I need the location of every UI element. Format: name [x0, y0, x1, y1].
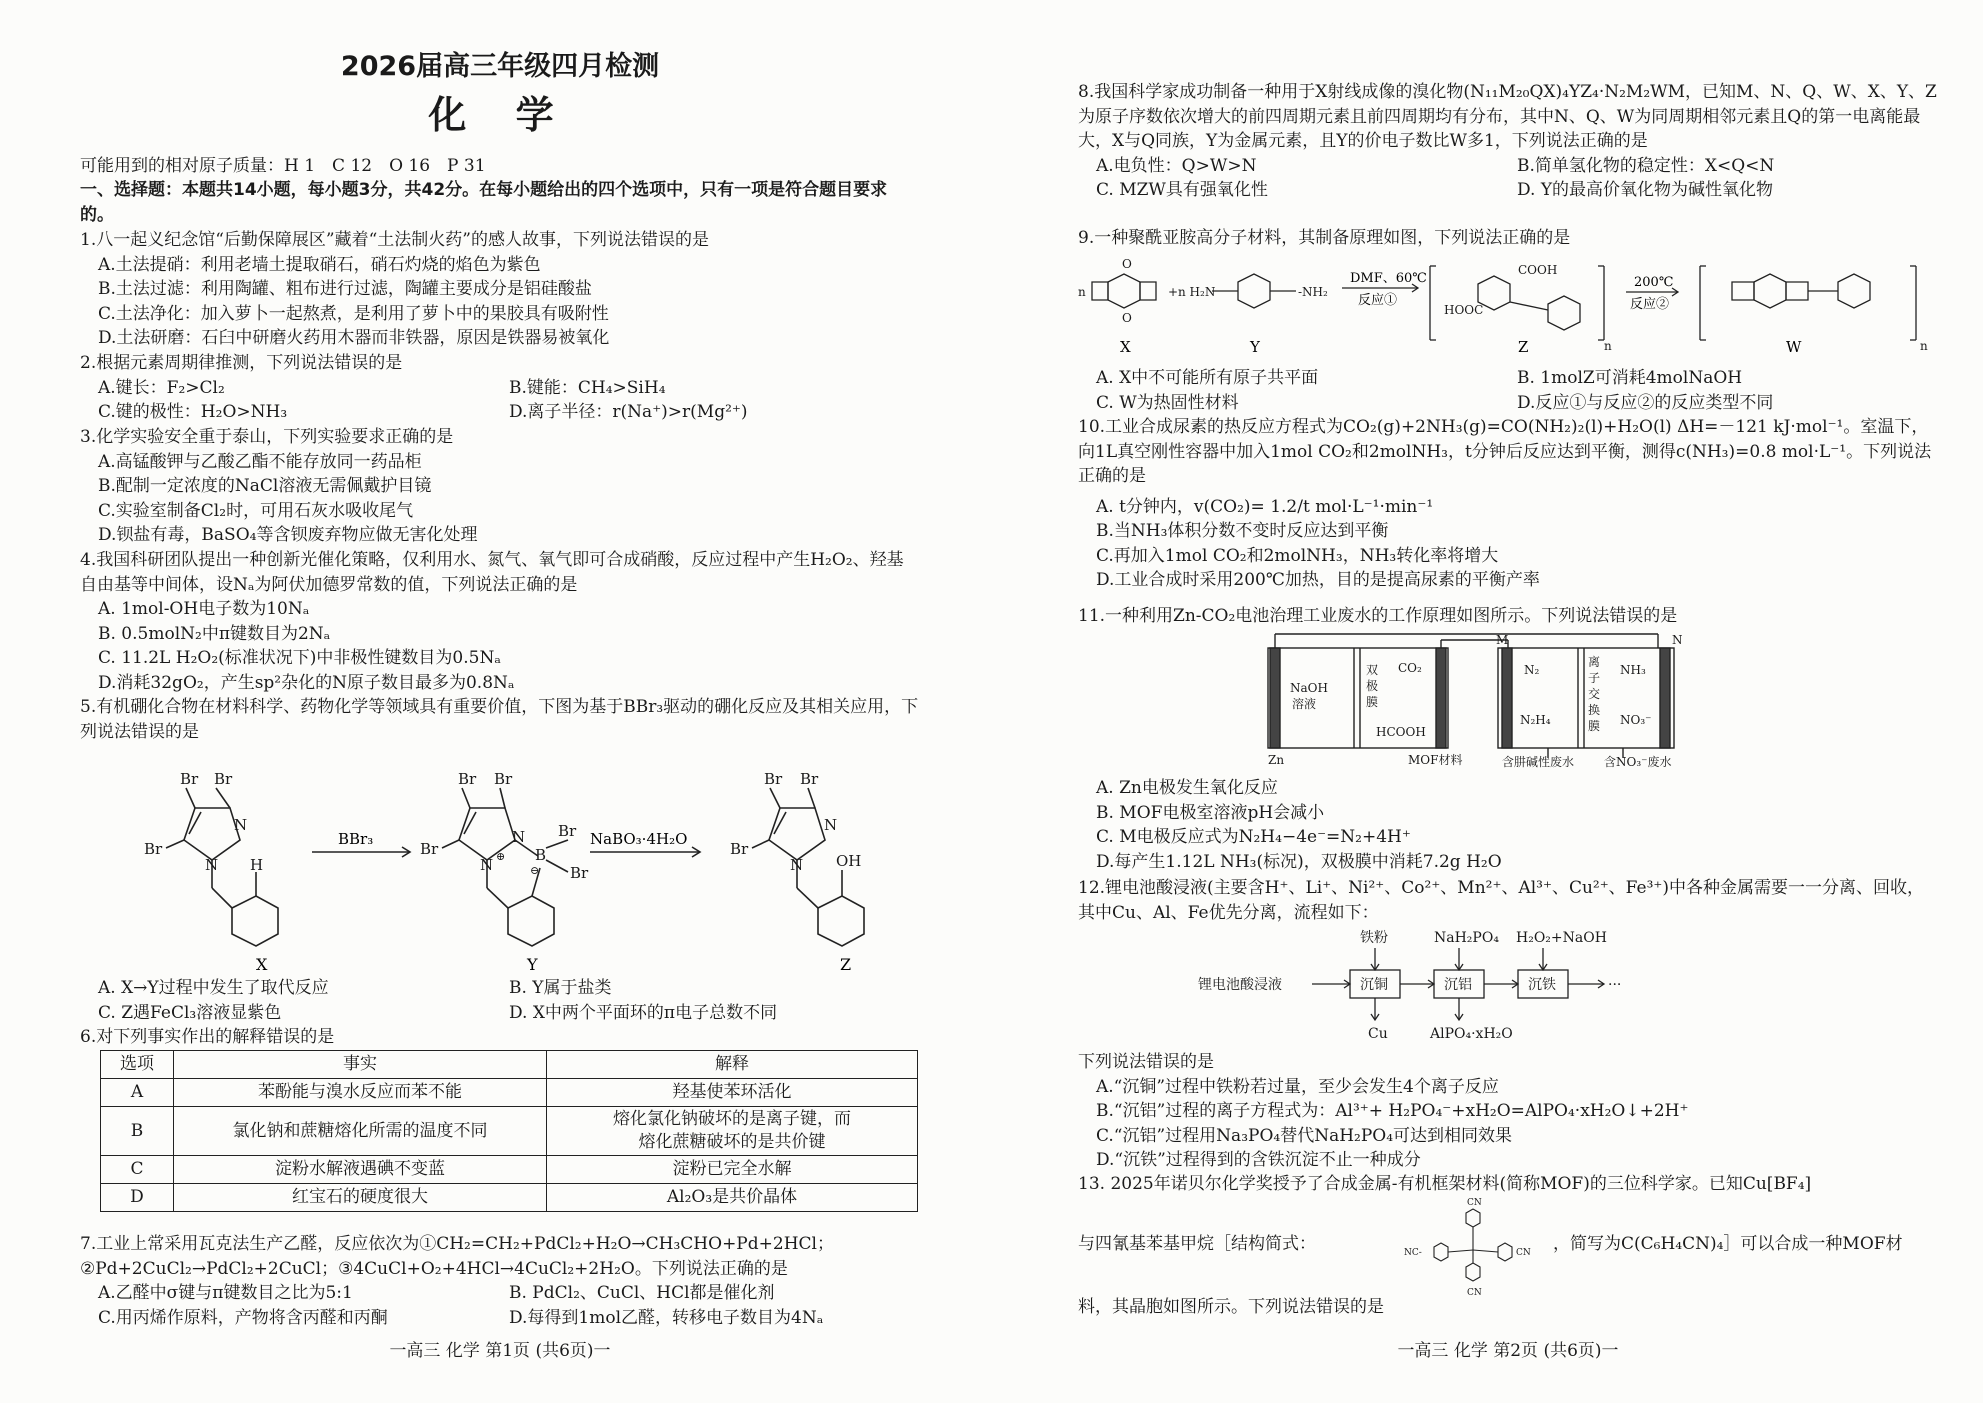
q9-stem: 9.一种聚酰亚胺高分子材料，其制备原理如图，下列说法正确的是 [1078, 228, 1571, 248]
q5-stem: 5.有机硼化合物在材料科学、药物化学等领域具有重要价值，下图为基于BBr₃驱动的硼化反应及其相关应用，下列说法错误的是 [80, 697, 919, 742]
svg-text:N: N [234, 816, 248, 834]
fig-bipolar-3: 膜 [1366, 695, 1379, 709]
q8-option-c: C. MZW具有强氧化性 [1096, 180, 1268, 200]
svg-text:H: H [250, 856, 264, 874]
q4-option-c: C. 11.2L H₂O₂(标准状况下)中非极性键数目为0.5Nₐ [98, 648, 501, 668]
q10-option-d: D.工业合成时采用200℃加热，目的是提高尿素的平衡产率 [1096, 570, 1540, 590]
svg-text:n: n [1920, 339, 1928, 353]
footer-left: 一高三 化学 第1页 (共6页)一 [389, 1341, 611, 1361]
svg-text:Br: Br [458, 770, 477, 788]
svg-text:+: + [1168, 285, 1179, 299]
q5-option-d: D. X中两个平面环的π电子总数不同 [509, 1002, 778, 1023]
q9-label-w: W [1786, 338, 1802, 356]
q7-option-b: B. PdCl₂、CuCl、HCl都是催化剂 [509, 1283, 775, 1303]
q9-condition-1b: 反应① [1358, 293, 1398, 308]
q11-option-b: B. MOF电极室溶液pH会减小 [1096, 802, 1325, 823]
q1-option-a: A.土法提硝：利用老墙土提取硝石，硝石灼烧的焰色为紫色 [98, 254, 541, 275]
svg-text:N: N [480, 856, 494, 874]
svg-text:n H₂N: n H₂N [1178, 285, 1216, 299]
q2-option-d: D.离子半径：r(Na⁺)>r(Mg²⁺) [509, 402, 748, 422]
question-10 [1078, 415, 1938, 593]
flow-reagent-1: 铁粉 [1360, 930, 1388, 946]
flow-dots: ··· [1608, 977, 1622, 993]
q12-flowchart [1078, 926, 1938, 1046]
fig-m: M [1496, 633, 1509, 647]
q5-option-a: A. X→Y过程中发生了取代反应 [98, 978, 329, 998]
fig-ion-5: 膜 [1588, 719, 1601, 733]
svg-text:N: N [205, 856, 219, 874]
q12-option-b: B.“沉铝”过程的离子方程式为：Al³⁺+ H₂PO₄⁻+xH₂O=AlPO₄·xH₂O↓+2H⁺ [1096, 1101, 1689, 1121]
q11-option-c: C. M电极反应式为N₂H₄−4e⁻=N₂+4H⁺ [1096, 827, 1411, 847]
section-heading: 一、选择题：本题共14小题，每小题3分，共42分。在每小题给出的四个选项中，只有一项是符合题目要求的。 [80, 180, 888, 225]
q7-stem-line1: 7.工业上常采用瓦克法生产乙醛，反应依次为①CH₂=CH₂+PdCl₂+H₂O→CH₃CHO+Pd+2HCl； [80, 1234, 834, 1254]
svg-text:Br: Br [420, 840, 439, 858]
q9-condition-2: 200℃ [1634, 275, 1674, 290]
question-6 [80, 1025, 920, 1050]
fig-naoh-2: 溶液 [1292, 697, 1317, 711]
q1-option-d: D.土法研磨：石臼中研磨火药用木器而非铁器，原因是铁器易被氧化 [98, 328, 610, 348]
q1-option-b: B.土法过滤：利用陶罐、粗布进行过滤，陶罐主要成分是铝硅酸盐 [98, 279, 592, 299]
q5-option-b: B. Y属于盐类 [509, 978, 612, 998]
q12-options [1078, 1050, 1938, 1173]
fig-zn: Zn [1268, 753, 1285, 767]
flow-input: 锂电池酸浸液 [1198, 977, 1282, 993]
nc-label-left: NC- [1404, 1248, 1422, 1258]
q9-option-c: C. W为热固性材料 [1096, 392, 1239, 413]
table-cell: Al₂O₃是共价晶体 [547, 1184, 918, 1212]
q11-options [1078, 776, 1938, 874]
fig-co2: CO₂ [1398, 661, 1422, 675]
table-header-cell: 事实 [174, 1051, 547, 1079]
question-11 [1078, 604, 1938, 629]
svg-text:HOOC: HOOC [1444, 303, 1484, 317]
q12-question: 下列说法错误的是 [1078, 1052, 1214, 1072]
q13-stem-line3: ，简写为C(C₆H₄CN)₄］可以合成一种MOF材 [1553, 1234, 1903, 1254]
table-header-cell: 选项 [101, 1051, 174, 1079]
fig-n: N [1672, 633, 1683, 647]
question-8 [1078, 80, 1938, 203]
exam-title: 2026届高三年级四月检测 [340, 51, 660, 82]
svg-text:Br: Br [180, 770, 199, 788]
svg-text:n: n [1604, 339, 1612, 353]
q13-stem-line4: 料，其晶胞如图所示。下列说法错误的是 [1078, 1297, 1384, 1317]
q10-stem: 10.工业合成尿素的热反应方程式为CO₂(g)+2NH₃(g)=CO(NH₂)₂(l)+H₂O(l) ΔH=－121 kJ·mol⁻¹。室温下，向1L真空刚性容器中加入1mol CO₂和2molNH₃，t分钟后反应达到平衡，测得c(NH₃)=0.8 mol·L⁻¹。下列说法正确的是 [1078, 417, 1932, 486]
fig-hcooh: HCOOH [1376, 725, 1426, 739]
question-4 [80, 548, 920, 695]
q11-stem: 11.一种利用Zn-CO₂电池治理工业废水的工作原理如图所示。下列说法错误的是 [1078, 606, 1678, 626]
q10-option-b: B.当NH₃体积分数不变时反应达到平衡 [1096, 521, 1389, 541]
table-row [101, 1156, 918, 1184]
q5-reaction-scheme [80, 748, 920, 976]
q5-options [80, 976, 920, 1025]
q5-label-x: X [256, 955, 268, 974]
question-7 [80, 1232, 920, 1330]
fig-n2h4: N₂H₄ [1520, 713, 1551, 727]
svg-text:⊖: ⊖ [530, 864, 540, 877]
q6-table [100, 1050, 918, 1212]
q10-option-a: A. t分钟内，v(CO₂)= 1.2/t mol·L⁻¹·min⁻¹ [1096, 496, 1434, 517]
fig-bipolar-1: 双 [1366, 663, 1379, 677]
question-13 [1078, 1172, 1938, 1197]
svg-text:Br: Br [764, 770, 783, 788]
q11-option-a: A. Zn电极发生氧化反应 [1096, 778, 1278, 798]
q13-stem-line2: 与四氰基苯基甲烷［结构简式： [1078, 1234, 1316, 1254]
table-row [101, 1079, 918, 1107]
svg-text:Br: Br [144, 840, 163, 858]
flow-box-3: 沉铁 [1528, 977, 1556, 993]
svg-text:N: N [512, 828, 526, 846]
flow-box-2: 沉铝 [1444, 977, 1472, 993]
q8-option-b: B.简单氢化物的稳定性：X<Q<N [1517, 155, 1775, 176]
q5-label-z: Z [840, 955, 852, 974]
table-header-cell: 解释 [547, 1051, 918, 1079]
svg-text:Br: Br [214, 770, 233, 788]
table-cell: 苯酚能与溴水反应而苯不能 [174, 1079, 547, 1107]
footer-right: 一高三 化学 第2页 (共6页)一 [1397, 1341, 1619, 1361]
q12-option-c: C.“沉铝”过程用Na₃PO₄替代NaH₂PO₄可达到相同效果 [1096, 1125, 1513, 1146]
fig-ion-1: 离 [1588, 655, 1601, 669]
fig-nh3: NH₃ [1620, 663, 1646, 677]
q12-option-a: A.“沉铜”过程中铁粉若过量，至少会发生4个离子反应 [1096, 1076, 1499, 1097]
fig-ion-2: 子 [1588, 671, 1601, 685]
q9-label-z: Z [1518, 338, 1529, 356]
table-cell: 氯化钠和蔗糖熔化所需的温度不同 [174, 1107, 547, 1156]
q9-label-x: X [1120, 338, 1131, 356]
fig-waste-1: 含肼碱性废水 [1502, 755, 1575, 769]
q9-polymer-scheme [1078, 252, 1938, 362]
q8-option-a: A.电负性：Q>W>N [1096, 155, 1257, 176]
q12-stem: 12.锂电池酸浸液(主要含H⁺、Li⁺、Ni²⁺、Co²⁺、Mn²⁺、Al³⁺、Cu²⁺、Fe³⁺)中各种金属需要一一分离、回收，其中Cu、Al、Fe优先分离，流程如下： [1078, 878, 1925, 923]
svg-text:Br: Br [558, 822, 577, 840]
question-9 [1078, 226, 1938, 251]
svg-text:O: O [1122, 257, 1132, 271]
q8-option-d: D. Y的最高价氧化物为碱性氧化物 [1517, 180, 1774, 200]
table-cell: 熔化氯化钠破坏的是离子键，而熔化蔗糖破坏的是共价键 [547, 1107, 918, 1156]
table-cell: 红宝石的硬度很大 [174, 1184, 547, 1212]
q7-option-a: A.乙醛中σ键与π键数目之比为5:1 [98, 1283, 353, 1303]
svg-text:N: N [824, 816, 838, 834]
table-row [101, 1184, 918, 1212]
svg-text:O: O [1122, 311, 1132, 325]
q9-option-a: A. X中不可能所有原子共平面 [1096, 368, 1319, 388]
cn-label-top: CN [1467, 1198, 1482, 1208]
q8-stem: 8.我国科学家成功制备一种用于X射线成像的溴化物(N₁₁M₂₀QX)₄YZ₄·N₂M₂WM，已知M、N、Q、W、X、Y、Z为原子序数依次增大的前四周期元素且前四周期均有分布，其中N、Q、W为同周期相邻元素且Q的第一电离能最大，X与Q同族，Y为金属元素，且Y的价电子数比W多1，下列说法正确的是 [1078, 82, 1937, 151]
q2-option-b: B.键能：CH₄>SiH₄ [509, 377, 666, 398]
q2-option-a: A.键长：F₂>Cl₂ [98, 377, 225, 398]
q1-option-c: C.土法净化：加入萝卜一起熬煮，是利用了萝卜中的果胶具有吸附性 [98, 303, 609, 324]
svg-text:OH: OH [836, 852, 862, 870]
table-cell: B [101, 1107, 174, 1156]
q9-condition-1: DMF、60℃ [1350, 271, 1427, 286]
svg-text:Br: Br [730, 840, 749, 858]
atomic-mass: 可能用到的相对原子质量：H 1 C 12 O 16 P 31 [80, 156, 486, 176]
flow-output-2: AlPO₄·xH₂O [1430, 1026, 1513, 1042]
q4-option-d: D.消耗32gO₂，产生sp²杂化的N原子数目最多为0.8Nₐ [98, 672, 515, 693]
svg-text:B: B [535, 846, 547, 864]
table-cell: C [101, 1156, 174, 1184]
q11-option-d: D.每产生1.12L NH₃(标况)，双极膜中消耗7.2g H₂O [1096, 851, 1502, 872]
question-12 [1078, 876, 1938, 925]
fig-ion-3: 交 [1588, 687, 1601, 701]
q5-reagent-1: BBr₃ [338, 830, 374, 848]
flow-reagent-2: NaH₂PO₄ [1434, 930, 1499, 946]
q5-label-y: Y [527, 955, 538, 974]
table-cell: A [101, 1079, 174, 1107]
svg-text:⊕: ⊕ [496, 850, 506, 863]
q3-option-d: D.钡盐有毒，BaSO₄等含钡废弃物应做无害化处理 [98, 525, 478, 545]
fig-bipolar-2: 极 [1366, 679, 1379, 693]
q3-option-a: A.高锰酸钾与乙酸乙酯不能存放同一药品柜 [98, 451, 422, 472]
svg-text:N: N [790, 856, 804, 874]
question-1 [80, 228, 920, 351]
table-row [101, 1107, 918, 1156]
q11-cell-diagram [1078, 628, 1938, 770]
q7-option-d: D.每得到1mol乙醛，转移电子数目为4Nₐ [509, 1307, 824, 1328]
table-cell: 淀粉已完全水解 [547, 1156, 918, 1184]
q2-option-c: C.键的极性：H₂O>NH₃ [98, 402, 288, 422]
svg-text:COOH: COOH [1518, 263, 1558, 277]
q3-stem: 3.化学实验安全重于泰山，下列实验要求正确的是 [80, 427, 454, 447]
q6-stem: 6.对下列事实作出的解释错误的是 [80, 1027, 335, 1047]
q9-condition-2b: 反应② [1630, 297, 1670, 312]
question-2 [80, 351, 920, 425]
table-header-row [101, 1051, 918, 1079]
cn-label-bottom: CN [1467, 1288, 1482, 1298]
question-3 [80, 425, 920, 548]
q9-options [1078, 366, 1938, 415]
q9-option-d: D.反应①与反应②的反应类型不同 [1517, 392, 1774, 413]
subject-title: 化 学 [428, 93, 572, 137]
q4-option-a: A. 1mol-OH电子数为10Nₐ [98, 599, 310, 619]
q3-option-b: B.配制一定浓度的NaCl溶液无需佩戴护目镜 [98, 476, 432, 496]
q5-option-c: C. Z遇FeCl₃溶液显紫色 [98, 1002, 282, 1023]
fig-naoh: NaOH [1290, 681, 1328, 695]
fig-ion-4: 换 [1588, 703, 1601, 717]
table-cell: 羟基使苯环活化 [547, 1079, 918, 1107]
svg-text:n: n [1078, 285, 1086, 299]
svg-text:Br: Br [800, 770, 819, 788]
q12-option-d: D.“沉铁”过程得到的含铁沉淀不止一种成分 [1096, 1150, 1421, 1170]
svg-text:-NH₂: -NH₂ [1298, 285, 1328, 299]
svg-text:Br: Br [570, 864, 589, 882]
q9-option-b: B. 1molZ可消耗4molNaOH [1517, 368, 1743, 388]
q7-option-c: C.用丙烯作原料，产物将含丙醛和丙酮 [98, 1307, 388, 1328]
q3-option-c: C.实验室制备Cl₂时，可用石灰水吸收尾气 [98, 500, 414, 521]
q4-stem: 4.我国科研团队提出一种创新光催化策略，仅利用水、氮气、氧气即可合成硝酸，反应过程中产生H₂O₂、羟基自由基等中间体，设Nₐ为阿伏加德罗常数的值，下列说法正确的是 [80, 550, 904, 595]
flow-output-1: Cu [1368, 1026, 1388, 1042]
table-cell: 淀粉水解液遇碘不变蓝 [174, 1156, 547, 1184]
q7-stem-line2: ②Pd+2CuCl₂→PdCl₂+2CuCl；③4CuCl+O₂+4HCl→4CuCl₂+2H₂O。下列说法正确的是 [80, 1258, 788, 1279]
svg-text:Br: Br [494, 770, 513, 788]
q4-option-b: B. 0.5molN₂中π键数目为2Nₐ [98, 623, 331, 644]
fig-n2: N₂ [1524, 663, 1540, 677]
question-5 [80, 695, 920, 744]
q10-option-c: C.再加入1mol CO₂和2molNH₃，NH₃转化率将增大 [1096, 545, 1499, 566]
fig-waste-2: 含NO₃⁻废水 [1604, 755, 1672, 769]
q5-reagent-2: NaBO₃·4H₂O [590, 830, 688, 848]
cn-label-right: CN [1516, 1248, 1531, 1258]
table-cell: D [101, 1184, 174, 1212]
q9-label-y: Y [1250, 338, 1260, 356]
fig-no3: NO₃⁻ [1620, 713, 1652, 727]
q1-stem: 1.八一起义纪念馆“后勤保障展区”藏着“土法制火药”的感人故事，下列说法错误的是 [80, 230, 709, 250]
flow-box-1: 沉铜 [1360, 977, 1388, 993]
q2-stem: 2.根据元素周期律推测，下列说法错误的是 [80, 353, 403, 373]
flow-reagent-3: H₂O₂+NaOH [1516, 930, 1607, 946]
q13-stem-line1: 13. 2025年诺贝尔化学奖授予了合成金属-有机框架材料(简称MOF)的三位科学家。已知Cu[BF₄] [1078, 1174, 1812, 1194]
fig-mof: MOF材料 [1408, 753, 1463, 767]
